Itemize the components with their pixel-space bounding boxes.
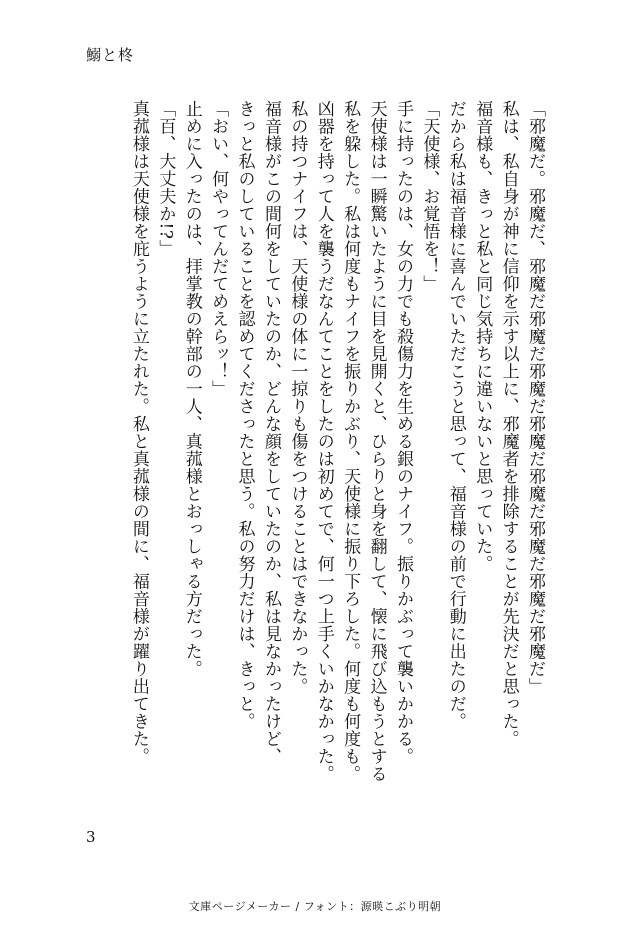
book-title: 鰯と柊 xyxy=(86,46,135,64)
text-line: 止めに入ったのは、拝掌教の幹部の一人、真菰様とおっしゃる方だった。 xyxy=(181,100,202,678)
text-line: 私の持つナイフは、天使様の体に一掠りも傷をつけることはできなかった。 xyxy=(287,100,308,695)
text-line: だから私は福音様に喜んでいただこうと思って、福音様の前で行動に出たのだ。 xyxy=(445,100,466,730)
page-number: 3 xyxy=(86,828,96,846)
novel-text xyxy=(126,100,549,800)
text-line: 「邪魔だ。邪魔だ、邪魔だ邪魔だ邪魔だ邪魔だ邪魔だ邪魔だ邪魔だ邪魔だ」 xyxy=(525,100,545,695)
text-line: 「おい、何やってんだてめえらッ！」 xyxy=(208,100,229,398)
text-line: 私は、私自身が神に信仰を示す以上に、邪魔者を排除することが先決だと思った。 xyxy=(498,100,519,748)
text-line: 凶器を持って人を襲うだなんてことをしたのは初めてで、何一つ上手くいかなかった。 xyxy=(313,100,334,783)
text-line: 私を躱した。私は何度もナイフを振りかぶり、天使様に振り下ろした。何度も何度も。 xyxy=(340,100,361,783)
text-line: きっと私のしていることを認めてくださったと思う。私の努力だけは、きっと。 xyxy=(234,100,255,730)
text-line: 福音様がこの間何をしていたのか、どんな顔をしていたのか、私は見なかったけど、 xyxy=(260,100,281,765)
text-line: 手に持ったのは、女の力でも殺傷力を生める銀のナイフ。振りかぶって襲いかかる。 xyxy=(392,100,413,765)
text-line: 「百、大丈夫か!?」 xyxy=(155,100,176,257)
text-line: 真菰様は天使様を庇うように立たれた。私と真菰様の間に、福音様が躍り出てきた。 xyxy=(128,100,149,765)
text-line: 福音様も、きっと私と同じ気持ちに違いないと思っていた。 xyxy=(472,100,493,573)
text-line: 天使様は一瞬驚いたように目を見開くと、ひらりと身を翻して、懐に飛び込もうとする xyxy=(366,100,387,783)
footer-credit: 文庫ページメーカー / フォント：源暎こぶり明朝 xyxy=(188,900,442,913)
text-line: 「天使様、お覚悟を！」 xyxy=(419,100,440,293)
